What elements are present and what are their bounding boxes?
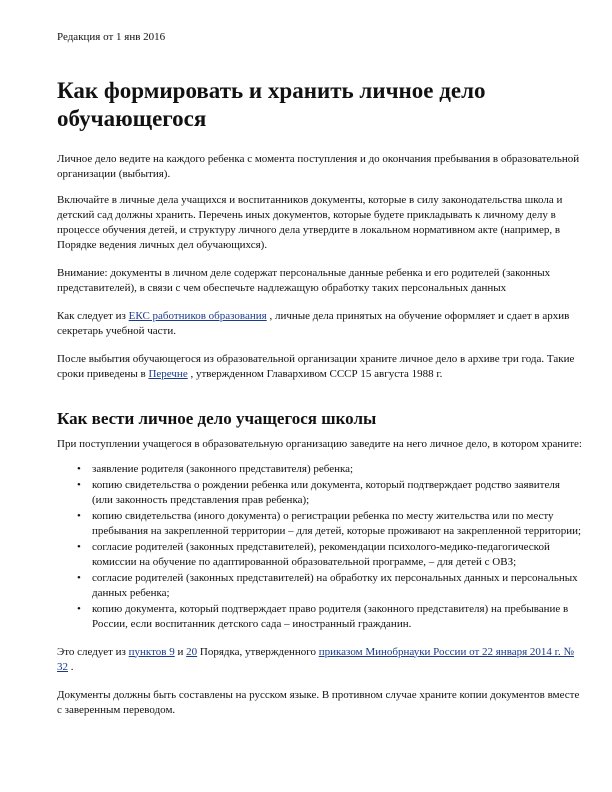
- list-item-text: согласие родителей (законных представителей) на обработку их персональных данных и персональных данных ребенка;: [92, 571, 578, 599]
- list-item: [77, 509, 582, 540]
- source-mid: Порядка, утвержденного: [197, 645, 319, 658]
- bullet-icon: •: [77, 602, 81, 615]
- item-20-link[interactable]: 20: [186, 645, 198, 658]
- paragraph-eks: [57, 309, 582, 339]
- order-link[interactable]: приказом Минобрнауки России от 22 января 2014 г. № 32: [57, 645, 574, 673]
- bullet-icon: •: [77, 478, 81, 491]
- source-and: и: [174, 645, 187, 658]
- document-list: [57, 462, 582, 633]
- bullet-icon: •: [77, 509, 81, 522]
- list-item-text: заявление родителя (законного представителя) ребенка;: [92, 463, 354, 475]
- list-item: [77, 540, 582, 571]
- paragraph-eks-prefix: Как следует из: [57, 310, 129, 322]
- paragraph-eks-suffix: , личные дела принятых на обучение оформляет и сдает в архив секретарь учебной части.: [57, 310, 570, 337]
- section-intro: При поступлении учащегося в образовательную организацию заведите на него личное дело, в котором храните:: [57, 438, 582, 450]
- paragraph-personal-file: Личное дело ведите на каждого ребенка с момента поступления и до окончания пребывания в образовательной организации (выбытия).: [57, 153, 580, 180]
- source-prefix: Это следует из: [57, 645, 129, 658]
- perechen-link[interactable]: Перечне: [148, 368, 188, 380]
- page-title: Как формировать и хранить личное дело обучающегося: [57, 78, 486, 131]
- list-item-text: согласие родителей (законных представителей), рекомендации психолого-медико-педагогической комиссии на обучение по адаптированной образовательной программе, – для детей с ОВЗ;: [92, 540, 550, 568]
- paragraph-language: Документы должны быть составлены на русском языке. В противном случае храните копии документов вместе с заверенным переводом.: [57, 688, 580, 716]
- items-9-link[interactable]: пунктов 9: [128, 645, 175, 658]
- bullet-icon: •: [77, 571, 81, 584]
- list-item-text: копию свидетельства о рождении ребенка или документа, который подтверждает родство заявителя (или законность представления прав ребенка);: [92, 478, 560, 506]
- paragraph-attention: Внимание: документы в личном деле содержат персональные данные ребенка и его родителей (законных представителей), в связи с чем обеспечьте надлежащую обработку таких персональных данных: [57, 267, 551, 294]
- list-item: [77, 571, 582, 602]
- section-heading: Как вести личное дело учащегося школы: [57, 409, 377, 428]
- list-item: [77, 602, 582, 633]
- source-end: .: [68, 660, 74, 673]
- list-item-text: копию свидетельства (иного документа) о регистрации ребенка по месту жительства или по месту пребывания на закрепленной территории – для детей, которые проживают на закрепленной территории;: [92, 509, 582, 537]
- paragraph-archive-prefix: После выбытия обучающегося из образовательной организации храните личное дело в архиве три года. Такие сроки приведены в: [57, 353, 575, 380]
- bullet-icon: •: [77, 540, 81, 553]
- list-item: [77, 462, 582, 478]
- list-item: [77, 478, 582, 509]
- paragraph-include-documents: Включайте в личные дела учащихся и воспитанников документы, которые в силу законодательства школа и детский сад должны хранить. Перечень иных документов, которые будете прикладывать к личному делу в процессе обучения детей, и структуру личного дела утвердите в локальном нормативном акте (например, в Порядке ведения личных дел обучающихся).: [57, 194, 563, 251]
- paragraph-archive-suffix: , утвержденном Главархивом СССР 15 августа 1988 г.: [187, 368, 443, 380]
- eks-link[interactable]: ЕКС работников образования: [128, 310, 267, 322]
- paragraph-source: [57, 645, 582, 675]
- edition-date: Редакция от 1 янв 2016: [57, 31, 166, 43]
- bullet-icon: •: [77, 463, 81, 475]
- paragraph-archive: [57, 352, 582, 382]
- list-item-text: копию документа, который подтверждает право родителя (законного представителя) на пребывание в России, если воспитанник детского сада – иностранный гражданин.: [92, 602, 569, 630]
